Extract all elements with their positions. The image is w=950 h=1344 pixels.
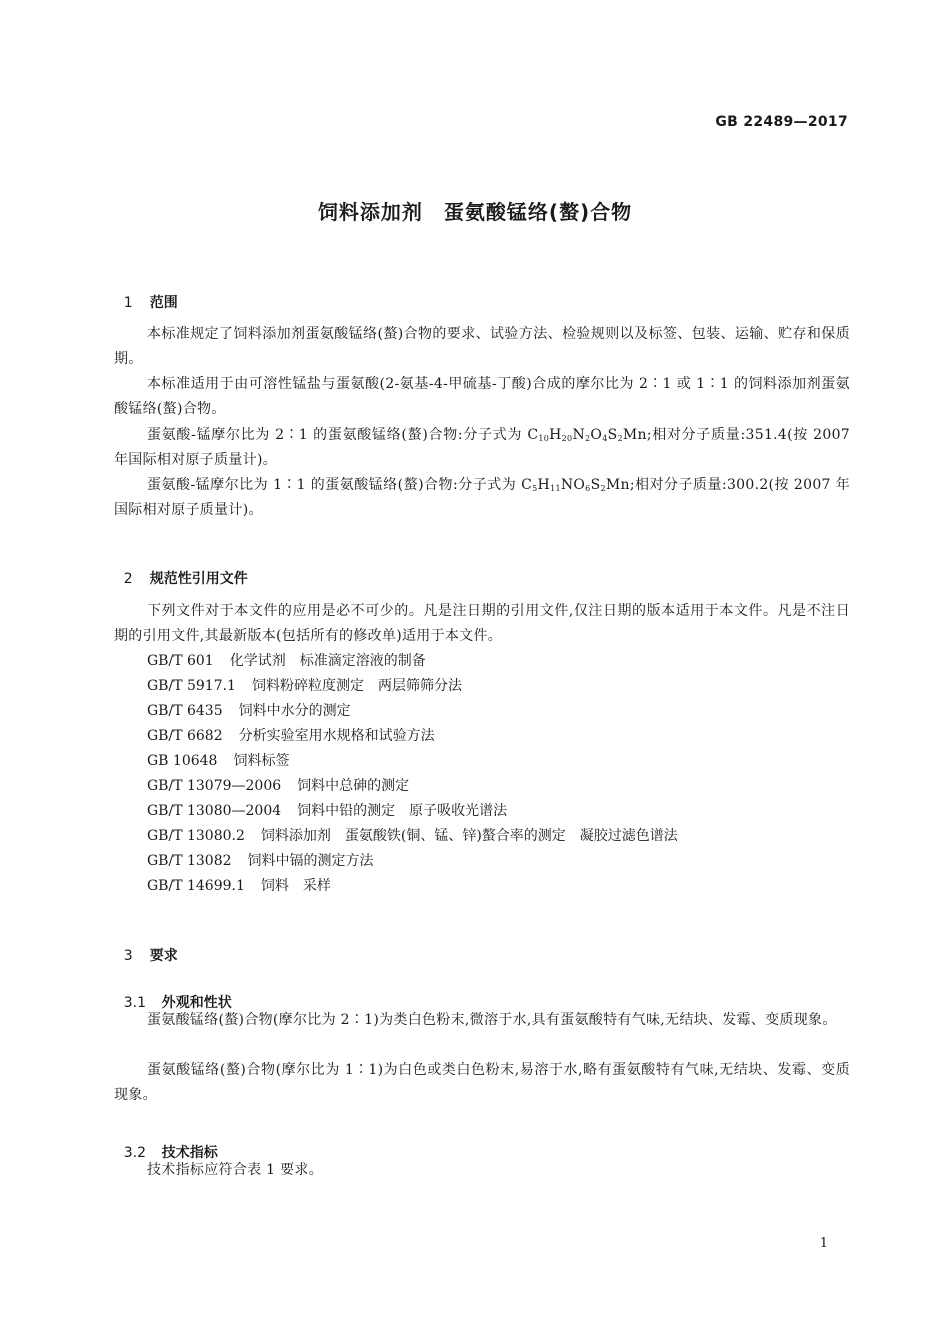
section-3-1-title: 外观和性状 bbox=[161, 995, 232, 1011]
reference-item bbox=[147, 874, 678, 899]
reference-title: 化学试剂 标准滴定溶液的制备 bbox=[229, 653, 426, 669]
reference-item bbox=[147, 699, 678, 724]
reference-item bbox=[147, 774, 678, 799]
section-3-2-heading bbox=[114, 1126, 218, 1162]
section-3-title: 要求 bbox=[149, 948, 178, 964]
section-1-paragraph-2: 本标准适用于由可溶性锰盐与蛋氨酸(2-氨基-4-甲硫基-丁酸)合成的摩尔比为 2∶1 或 1∶1 的饲料添加剂蛋氨酸锰络(螯)合物。 bbox=[114, 376, 850, 417]
reference-title: 饲料中镉的测定方法 bbox=[247, 853, 374, 869]
normative-references-list bbox=[147, 649, 678, 899]
reference-code: GB/T 13080—2004 bbox=[147, 803, 282, 819]
section-1-paragraph-3: 蛋氨酸-锰摩尔比为 2∶1 的蛋氨酸锰络(螯)合物:分子式为 $C_{10}H_{20}N_2O_4S_2Mn$;相对分子质量:351.4(按 2007 年国际相对原子质量计)。 bbox=[114, 427, 850, 468]
section-3-1-number: 3.1 bbox=[123, 995, 147, 1011]
section-2-title: 规范性引用文件 bbox=[149, 571, 248, 587]
section-3-1-heading bbox=[114, 976, 232, 1012]
reference-item bbox=[147, 799, 678, 824]
reference-code: GB 10648 bbox=[147, 753, 218, 769]
reference-title: 饲料标签 bbox=[233, 753, 290, 769]
section-3-2-paragraph-1: 技术指标应符合表 1 要求。 bbox=[147, 1162, 324, 1178]
reference-item bbox=[147, 749, 678, 774]
reference-title: 饲料中总砷的测定 bbox=[297, 778, 410, 794]
document-title: 饲料添加剂 蛋氨酸锰络(螯)合物 bbox=[317, 200, 633, 224]
reference-item bbox=[147, 724, 678, 749]
reference-title: 分析实验室用水规格和试验方法 bbox=[238, 728, 435, 744]
section-1-paragraph-4: 蛋氨酸-锰摩尔比为 1∶1 的蛋氨酸锰络(螯)合物:分子式为 $C_5H_{11}NO_6S_2Mn$;相对分子质量:300.2(按 2007 年国际相对原子质量计)。 bbox=[114, 477, 850, 518]
section-1-heading bbox=[114, 276, 178, 312]
reference-code: GB/T 13082 bbox=[147, 853, 232, 869]
section-2-heading bbox=[114, 552, 248, 588]
section-1-number: 1 bbox=[123, 295, 133, 311]
reference-code: GB/T 6435 bbox=[147, 703, 223, 719]
section-3-1-paragraph-2: 蛋氨酸锰络(螯)合物(摩尔比为 1∶1)为白色或类白色粉末,易溶于水,略有蛋氨酸特有气味,无结块、发霉、变质现象。 bbox=[114, 1062, 850, 1103]
section-1-title: 范围 bbox=[149, 295, 178, 311]
molecular-formula-2to1: $C_{10}H_{20}N_2O_4S_2Mn$ bbox=[527, 427, 647, 443]
reference-title: 饲料添加剂 蛋氨酸铁(铜、锰、锌)螯合率的测定 凝胶过滤色谱法 bbox=[260, 828, 678, 844]
molecular-formula-1to1: $C_5H_{11}NO_6S_2Mn$ bbox=[521, 477, 630, 493]
reference-title: 饲料粉碎粒度测定 两层筛筛分法 bbox=[251, 678, 462, 694]
section-3-heading bbox=[114, 929, 178, 965]
reference-item bbox=[147, 674, 678, 699]
reference-item bbox=[147, 849, 678, 874]
reference-code: GB/T 6682 bbox=[147, 728, 223, 744]
reference-code: GB/T 13080.2 bbox=[147, 828, 245, 844]
reference-code: GB/T 13079—2006 bbox=[147, 778, 282, 794]
reference-title: 饲料中水分的测定 bbox=[238, 703, 351, 719]
section-3-1-paragraph-1: 蛋氨酸锰络(螯)合物(摩尔比为 2∶1)为类白色粉末,微溶于水,具有蛋氨酸特有气味,无结块、发霉、变质现象。 bbox=[147, 1012, 837, 1028]
reference-code: GB/T 5917.1 bbox=[147, 678, 236, 694]
reference-code: GB/T 601 bbox=[147, 653, 214, 669]
section-1-paragraph-1: 本标准规定了饲料添加剂蛋氨酸锰络(螯)合物的要求、试验方法、检验规则以及标签、包装、运输、贮存和保质期。 bbox=[114, 326, 850, 367]
reference-title: 饲料 采样 bbox=[260, 878, 331, 894]
section-3-number: 3 bbox=[123, 948, 133, 964]
section-2-paragraph-1: 下列文件对于本文件的应用是必不可少的。凡是注日期的引用文件,仅注日期的版本适用于本文件。凡是不注日期的引用文件,其最新版本(包括所有的修改单)适用于本文件。 bbox=[114, 603, 850, 644]
reference-code: GB/T 14699.1 bbox=[147, 878, 245, 894]
section-3-2-title: 技术指标 bbox=[161, 1145, 218, 1161]
reference-item bbox=[147, 649, 678, 674]
standard-code: GB 22489—2017 bbox=[715, 114, 848, 130]
section-2-number: 2 bbox=[123, 571, 133, 587]
page-number: 1 bbox=[819, 1236, 828, 1251]
reference-item bbox=[147, 824, 678, 849]
reference-title: 饲料中铅的测定 原子吸收光谱法 bbox=[297, 803, 508, 819]
section-3-2-number: 3.2 bbox=[123, 1145, 147, 1161]
